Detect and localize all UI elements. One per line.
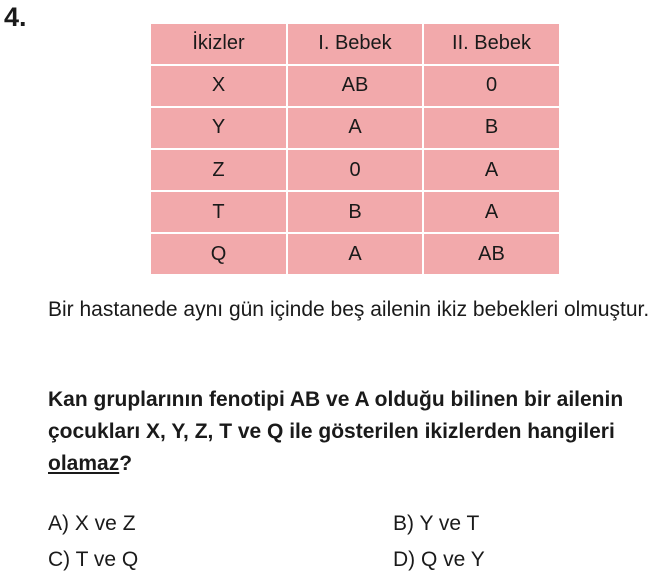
table-row — [151, 107, 559, 149]
table-row — [151, 149, 559, 191]
table-cell: B — [423, 107, 559, 149]
header-cell-first-baby: I. Bebek — [287, 24, 423, 65]
table-cell: Z — [151, 149, 287, 191]
table-cell: A — [423, 191, 559, 233]
question-text-before: Kan gruplarının fenotipi AB ve A olduğu bilinen bir ailenin çocukları X, Y, Z, T ve Q ile gösterilen ikizlerden hangileri — [48, 388, 624, 443]
question-text-after: ? — [119, 452, 133, 475]
table-cell: A — [287, 233, 423, 274]
table-row — [151, 233, 559, 274]
table-cell: 0 — [423, 65, 559, 107]
table-cell: Y — [151, 107, 287, 149]
table-cell: 0 — [287, 149, 423, 191]
twins-table-container — [151, 24, 559, 274]
table-cell: B — [287, 191, 423, 233]
table-cell: T — [151, 191, 287, 233]
option-b[interactable]: B) Y ve T — [393, 512, 480, 535]
question-text — [48, 384, 664, 480]
table-row — [151, 65, 559, 107]
option-a[interactable]: A) X ve Z — [48, 512, 136, 535]
table-cell: Q — [151, 233, 287, 274]
option-c[interactable]: C) T ve Q — [48, 548, 139, 571]
intro-paragraph: Bir hastanede aynı gün içinde beş ailenin ikiz bebekleri olmuştur. — [48, 298, 650, 321]
table-cell: X — [151, 65, 287, 107]
header-cell-second-baby: II. Bebek — [423, 24, 559, 65]
twins-blood-type-table — [151, 24, 559, 274]
question-emphasis: olamaz — [48, 452, 120, 475]
table-row — [151, 191, 559, 233]
header-cell-twins: İkizler — [151, 24, 287, 65]
table-header-row — [151, 24, 559, 65]
question-number: 4. — [4, 2, 27, 32]
table-cell: A — [423, 149, 559, 191]
option-d[interactable]: D) Q ve Y — [393, 548, 485, 571]
table-cell: AB — [287, 65, 423, 107]
table-cell: AB — [423, 233, 559, 274]
table-cell: A — [287, 107, 423, 149]
